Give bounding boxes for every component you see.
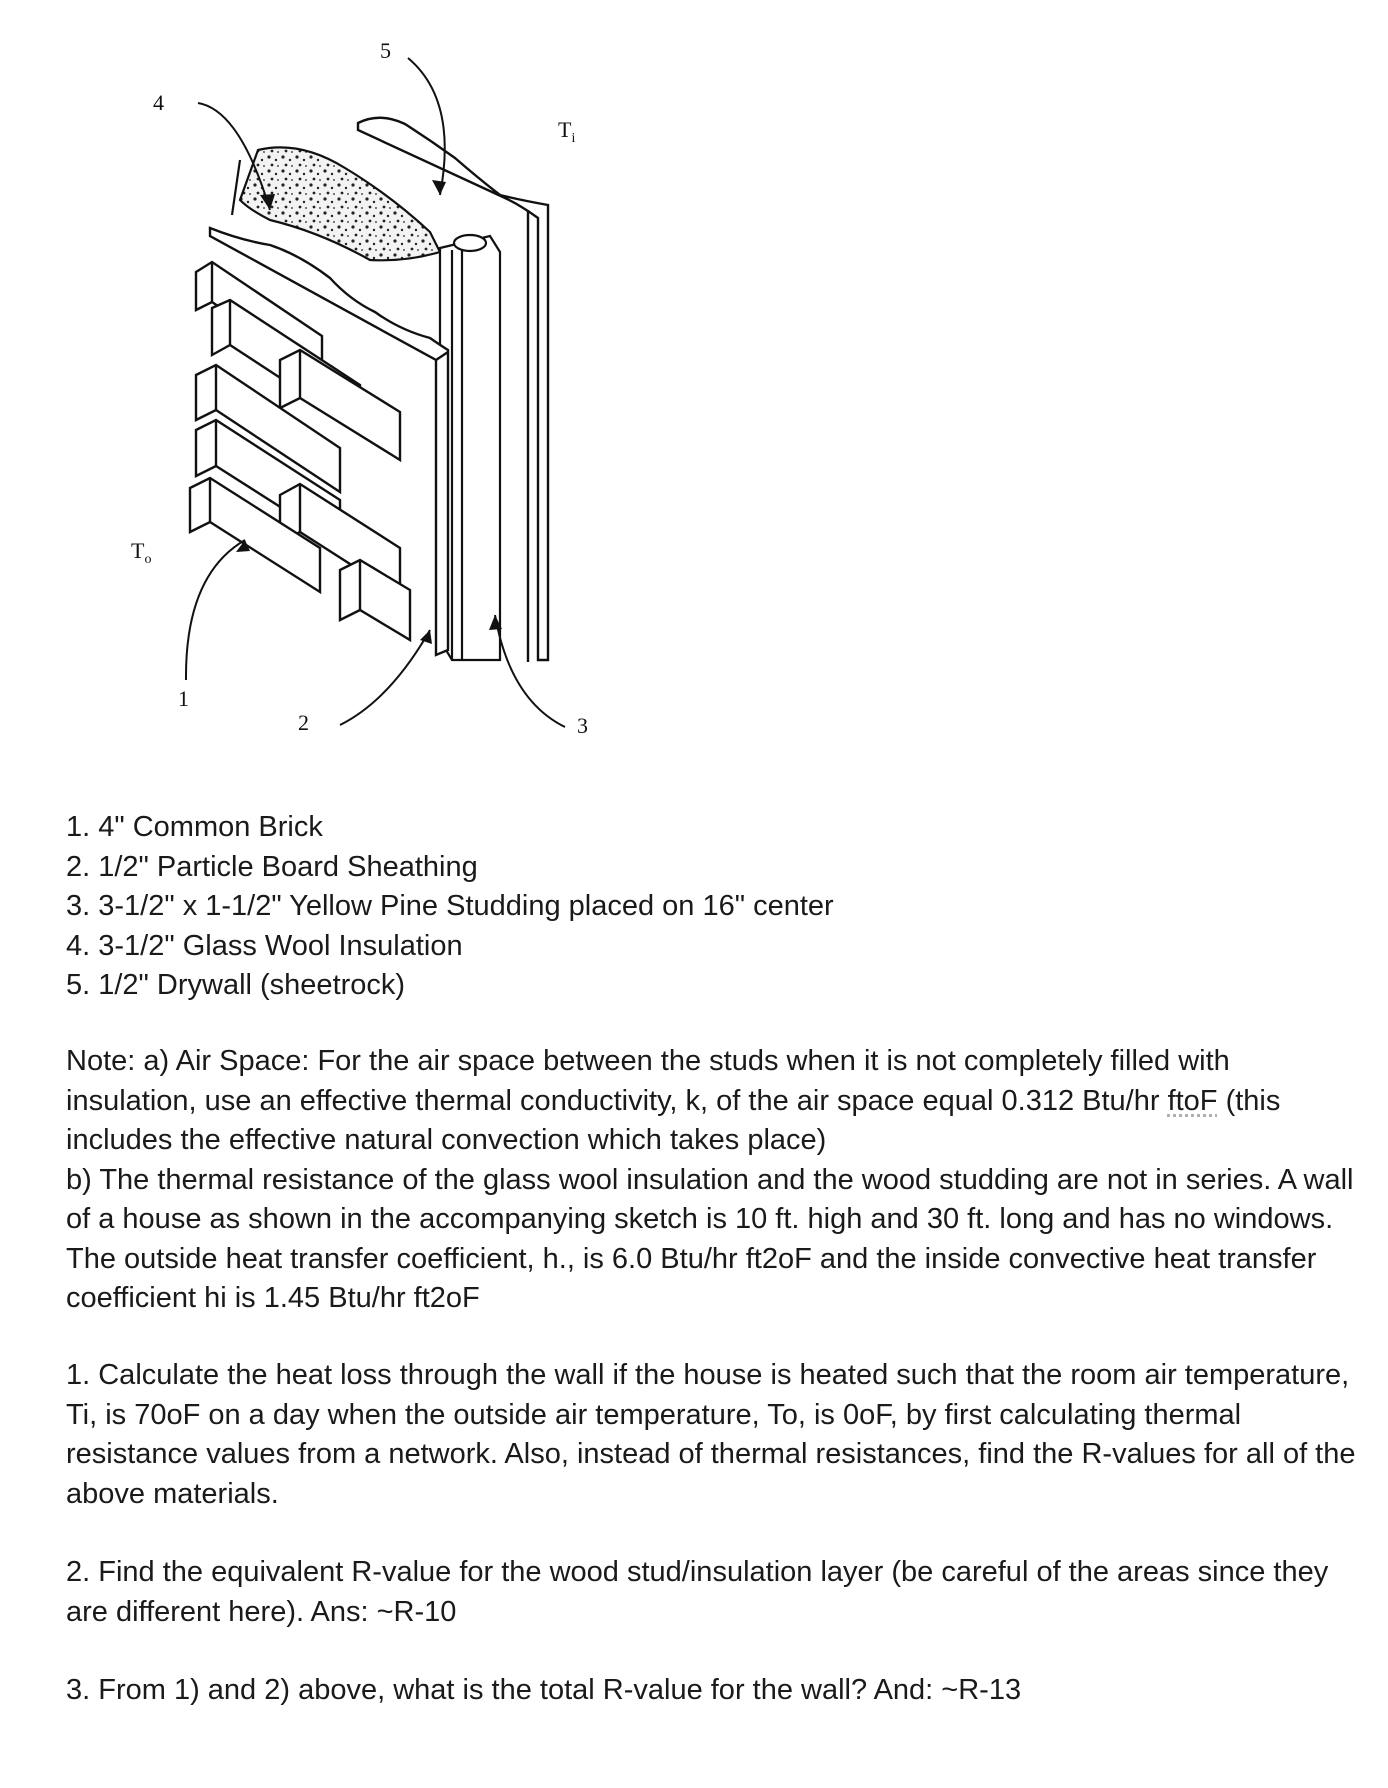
question-2: 2. Find the equivalent R-value for the wood stud/insulation layer (be careful of the areas since they are different here). Ans: ~R-10	[66, 1556, 1329, 1628]
notes-section	[66, 1042, 1356, 1319]
question-3: 3. From 1) and 2) above, what is the total R-value for the wall? And: ~R-13	[66, 1674, 1022, 1706]
material-item: 5. 1/2" Drywall (sheetrock)	[66, 969, 406, 1001]
label-1: 1	[178, 686, 189, 711]
label-3: 3	[577, 713, 588, 738]
label-to: $T_o$	[131, 538, 152, 567]
material-item: 4. 3-1/2" Glass Wool Insulation	[66, 929, 463, 962]
question-1: 1. Calculate the heat loss through the wall if the house is heated such that the room air temperature, Ti, is 70oF on a day when the outside air temperature, To, is 0oF, by first calculating thermal resistance values from a network. Also, instead of thermal resistances, find the R-values for all of the above materials.	[66, 1359, 1356, 1510]
materials-list	[66, 808, 1356, 1006]
material-item: 3. 3-1/2" x 1-1/2" Yellow Pine Studding placed on 16" center	[66, 890, 834, 922]
wall-section-figure	[0, 0, 700, 760]
material-item: 2. 1/2" Particle Board Sheathing	[66, 850, 478, 883]
note-a: Note: a) Air Space: For the air space between the studs when it is not completely filled with insulation, use an effective thermal conductivity, k, of the air space equal 0.312 Btu/hr ftoF (this includes the effective natural convection which takes place)	[66, 1045, 1281, 1156]
note-b: b) The thermal resistance of the glass wool insulation and the wood studding are not in series. A wall of a house as shown in the accompanying sketch is 10 ft. high and 30 ft. long and has no windows. The outside heat transfer coefficient, h., is 6.0 Btu/hr ft2oF and the inside convective heat transfer coefficient hi is 1.45 Btu/hr ft2oF	[66, 1163, 1354, 1314]
label-ti: $T_i$	[558, 117, 576, 146]
material-item: 1. 4" Common Brick	[66, 811, 323, 843]
note-a-unit: ftoF	[1167, 1084, 1218, 1117]
label-4: 4	[153, 90, 164, 115]
label-2: 2	[298, 710, 309, 735]
label-5: 5	[380, 38, 391, 63]
